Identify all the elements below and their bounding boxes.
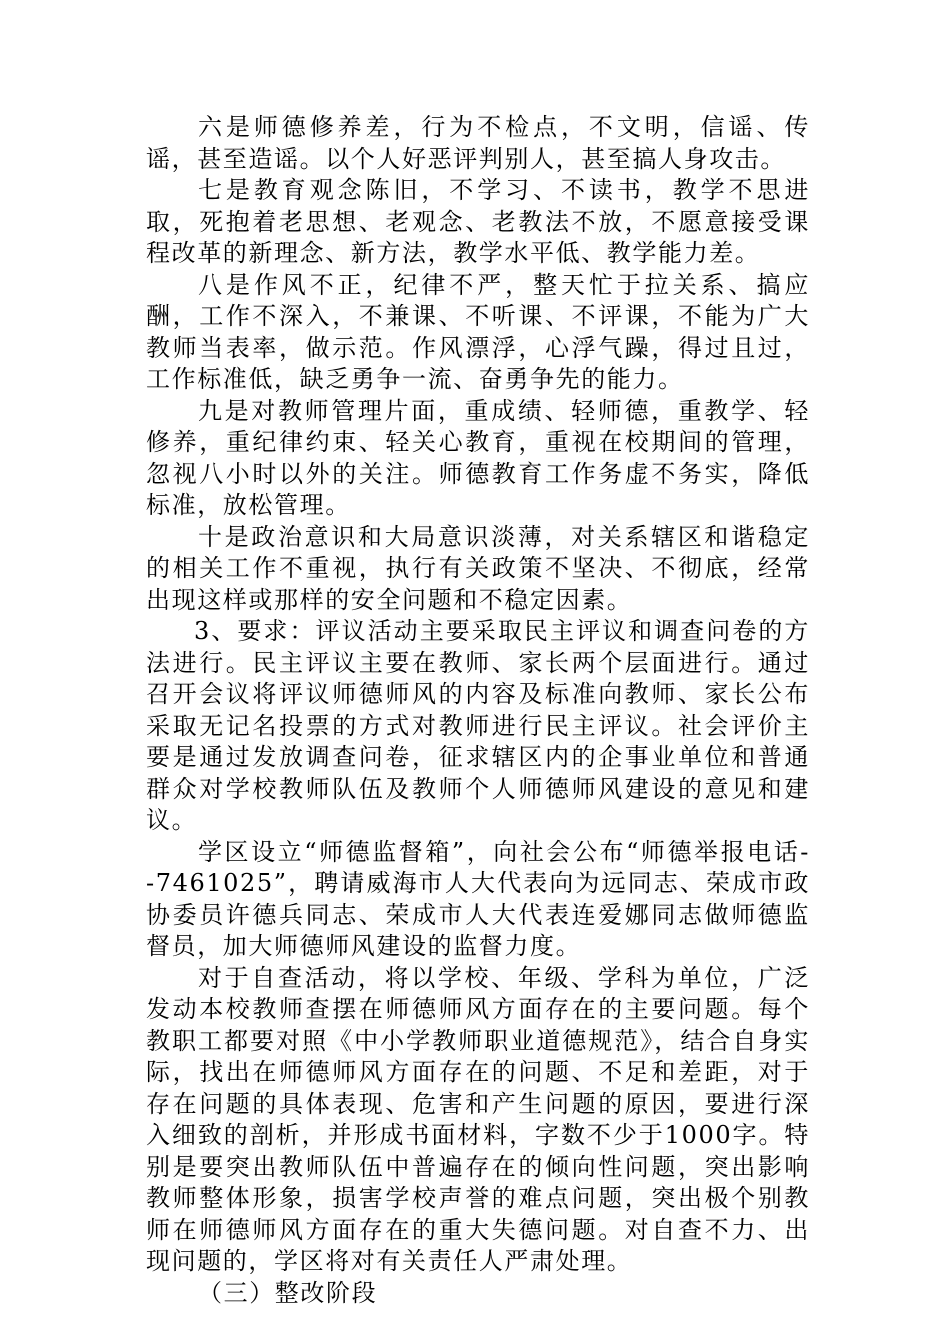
- paragraph-requirements: 3、要求：评议活动主要采取民主评议和调查问卷的方法进行。民主评议主要在教师、家长两个层面进行。通过召开会议将评议师德师风的内容及标准向教师、家长公布采取无记名投票的方式对教师进行民主评议。社会评价主要是通过发放调查问卷，征求辖区内的企事业单位和普通群众对学校教师队伍及教师个人师德师风建设的意见和建议。: [146, 617, 810, 834]
- document-page: [146, 112, 810, 1309]
- paragraph-self-check: 对于自查活动，将以学校、年级、学科为单位，广泛发动本校教师查摆在师德师风方面存在的主要问题。每个教职工都要对照《中小学教师职业道德规范》，结合自身实际，找出在师德师风方面存在的问题、不足和差距，对于存在问题的具体表现、危害和产生问题的原因，要进行深入细致的剖析，并形成书面材料，字数不少于1000字。特别是要突出教师队伍中普遍存在的倾向性问题，突出影响教师整体形象，损害学校声誉的难点问题，突出极个别教师在师德师风方面存在的重大失德问题。对自查不力、出现问题的，学区将对有关责任人严肃处理。: [146, 963, 810, 1275]
- paragraph-supervision: 学区设立“师德监督箱”，向社会公布“师德举报电话--7461025”，聘请威海市人大代表向为远同志、荣成市政协委员许德兵同志、荣成市人大代表连爱娜同志做师德监督员，加大师德师风建设的监督力度。: [146, 837, 810, 960]
- paragraph-item-eight: 八是作风不正，纪律不严，整天忙于拉关系、搞应酬，工作不深入，不兼课、不听课、不评课，不能为广大教师当表率，做示范。作风漂浮，心浮气躁，得过且过，工作标准低，缺乏勇争一流、奋勇争先的能力。: [146, 270, 810, 393]
- paragraph-item-seven: 七是教育观念陈旧，不学习、不读书，教学不思进取，死抱着老思想、老观念、老教法不放，不愿意接受课程改革的新理念、新方法，教学水平低、教学能力差。: [146, 176, 810, 267]
- paragraph-item-ten: 十是政治意识和大局意识淡薄，对关系辖区和谐稳定的相关工作不重视，执行有关政策不坚决、不彻底，经常出现这样或那样的安全问题和不稳定因素。: [146, 522, 810, 614]
- paragraph-item-nine: 九是对教师管理片面，重成绩、轻师德，重教学、轻修养，重纪律约束、轻关心教育，重视在校期间的管理，忽视八小时以外的关注。师德教育工作务虚不务实，降低标准，放松管理。: [146, 396, 810, 519]
- paragraph-item-six: 六是师德修养差，行为不检点，不文明，信谣、传谣，甚至造谣。以个人好恶评判别人，甚至搞人身攻击。: [146, 113, 810, 173]
- section-heading: （三）整改阶段: [198, 1278, 378, 1307]
